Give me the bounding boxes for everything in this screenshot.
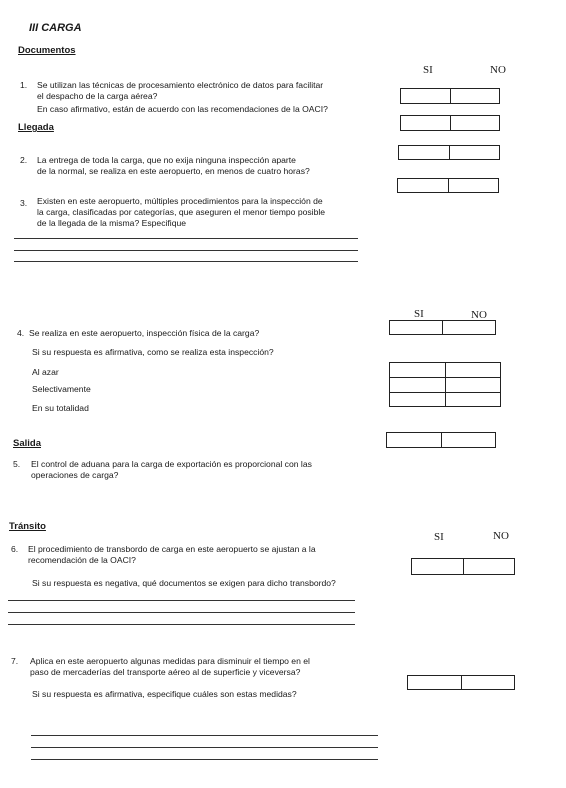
answer-box-q4: [389, 320, 496, 335]
answer-checkbox-no[interactable]: [445, 393, 501, 406]
answer-checkbox-si[interactable]: [390, 321, 442, 334]
inspection-option-label: Selectivamente: [32, 384, 91, 394]
answer-checkbox-si[interactable]: [401, 89, 450, 103]
question-followup: Si su respuesta es afirmativa, especifique cuáles son estas medidas?: [32, 689, 297, 699]
section-heading-documentos: Documentos: [18, 45, 76, 56]
answer-line[interactable]: [31, 759, 378, 760]
answer-box-q7: [407, 675, 515, 690]
column-header-si: SI: [434, 531, 444, 543]
column-header-no: NO: [490, 64, 506, 76]
section-heading-transito: Tránsito: [9, 521, 46, 532]
question-text: paso de mercaderías del transporte aéreo al de superficie y viceversa?: [30, 667, 301, 677]
answer-line[interactable]: [14, 238, 358, 239]
question-number: 1.: [20, 80, 28, 90]
answer-line[interactable]: [8, 612, 355, 613]
answer-line[interactable]: [8, 600, 355, 601]
question-text: El control de aduana para la carga de exportación es proporcional con las: [31, 459, 312, 469]
question-number: 3.: [20, 198, 28, 208]
answer-box-q5: [386, 432, 496, 448]
answer-checkbox-no[interactable]: [450, 89, 500, 103]
answer-checkbox-no[interactable]: [441, 433, 496, 447]
column-header-si: SI: [423, 64, 433, 76]
answer-checkbox-no[interactable]: [450, 116, 500, 130]
question-text: la carga, clasificadas por categorías, que aseguren el menor tiempo posible: [37, 207, 326, 217]
question-text: operaciones de carga?: [31, 470, 119, 480]
question-text: Existen en este aeropuerto, múltiples procedimientos para la inspección de: [37, 196, 323, 206]
question-text: recomendación de la OACI?: [28, 555, 136, 565]
answer-checkbox-si[interactable]: [390, 378, 445, 391]
question-text: Aplica en este aeropuerto algunas medidas para disminuir el tiempo en el: [30, 656, 310, 666]
page-title: III CARGA: [29, 22, 82, 34]
section-heading-salida: Salida: [13, 438, 41, 449]
inspection-options-grid: [389, 362, 501, 407]
question-number: 5.: [13, 459, 21, 469]
answer-checkbox-si[interactable]: [387, 433, 441, 447]
question-text: El procedimiento de transbordo de carga en este aeropuerto se ajustan a la: [28, 544, 316, 554]
question-text: de la llegada de la misma? Especifique: [37, 218, 187, 228]
inspection-option-label: Al azar: [32, 367, 59, 377]
question-followup: Si su respuesta es negativa, qué documentos se exigen para dicho transbordo?: [32, 578, 336, 588]
column-header-no: NO: [493, 530, 509, 542]
answer-box-q1-followup: [400, 115, 500, 131]
answer-line[interactable]: [8, 624, 355, 625]
answer-checkbox-si[interactable]: [412, 559, 463, 574]
column-header-no: NO: [471, 309, 487, 321]
answer-checkbox-si[interactable]: [398, 179, 448, 192]
answer-box-q1: [400, 88, 500, 104]
question-number: 2.: [20, 155, 28, 165]
answer-checkbox-si[interactable]: [390, 393, 445, 406]
question-text: Se utilizan las técnicas de procesamiento electrónico de datos para facilitar: [37, 80, 324, 90]
answer-box-q2: [398, 145, 500, 160]
answer-checkbox-no[interactable]: [461, 676, 515, 689]
answer-checkbox-no[interactable]: [445, 378, 501, 391]
answer-checkbox-no[interactable]: [448, 179, 499, 192]
answer-line[interactable]: [14, 261, 358, 262]
inspection-option-label: En su totalidad: [32, 403, 89, 413]
question-followup: En caso afirmativo, están de acuerdo con las recomendaciones de la OACI?: [37, 104, 328, 114]
answer-line[interactable]: [31, 735, 378, 736]
answer-checkbox-si[interactable]: [390, 363, 445, 377]
answer-checkbox-no[interactable]: [449, 146, 500, 159]
section-heading-llegada: Llegada: [18, 122, 54, 133]
answer-checkbox-no[interactable]: [463, 559, 515, 574]
answer-checkbox-si[interactable]: [401, 116, 450, 130]
question-number: 4.: [17, 328, 25, 338]
answer-checkbox-no[interactable]: [442, 321, 495, 334]
question-number: 6.: [11, 544, 19, 554]
question-text: La entrega de toda la carga, que no exija ninguna inspección aparte: [37, 155, 296, 165]
answer-box-q3: [397, 178, 499, 193]
answer-box-q6: [411, 558, 515, 575]
answer-line[interactable]: [31, 747, 378, 748]
question-followup: Si su respuesta es afirmativa, como se realiza esta inspección?: [32, 347, 274, 357]
question-text: el despacho de la carga aérea?: [37, 91, 158, 101]
column-header-si: SI: [414, 308, 424, 320]
answer-checkbox-no[interactable]: [445, 363, 501, 377]
question-text: Se realiza en este aeropuerto, inspección física de la carga?: [29, 328, 260, 338]
answer-checkbox-si[interactable]: [399, 146, 449, 159]
question-number: 7.: [11, 656, 19, 666]
answer-checkbox-si[interactable]: [408, 676, 461, 689]
question-text: de la normal, se realiza en este aeropuerto, en menos de cuatro horas?: [37, 166, 310, 176]
answer-line[interactable]: [14, 250, 358, 251]
